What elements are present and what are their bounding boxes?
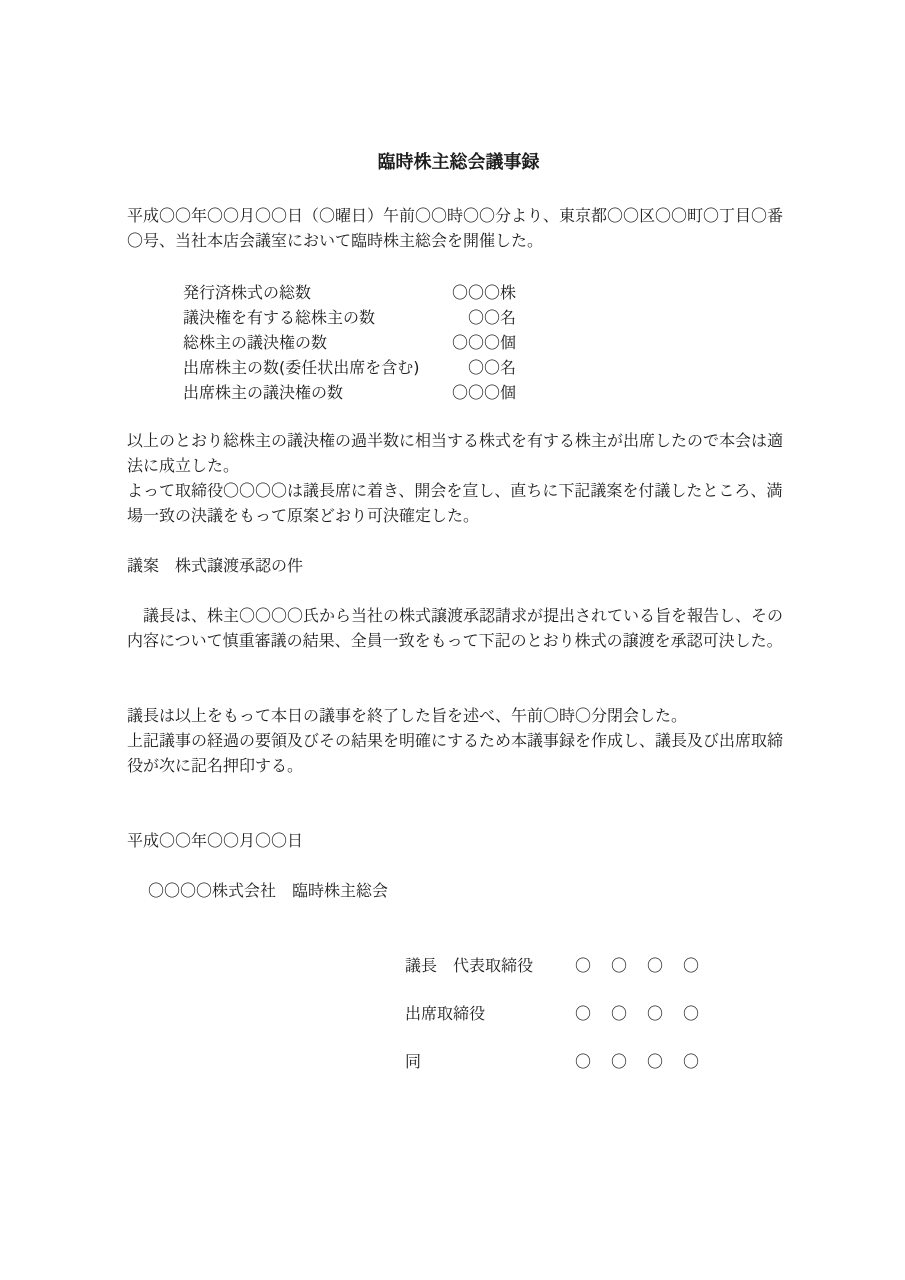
signature-seal-placeholders: 〇 〇 〇 〇 — [575, 1004, 702, 1023]
attendance-row — [183, 280, 516, 305]
attendance-figures-list — [183, 280, 516, 405]
attendance-value: 〇〇〇個 — [451, 333, 516, 352]
attendance-label: 議決権を有する総株主の数 — [183, 308, 376, 327]
company-line: 〇〇〇〇株式会社 臨時株主総会 — [148, 881, 389, 900]
attendance-label: 出席株主の議決権の数 — [183, 383, 344, 402]
signature-role: 出席取締役 — [405, 1004, 486, 1023]
closing-paragraph-2: 上記議事の経過の要領及びその結果を明確にするため本議事録を作成し、議長及び出席取締役が次に記名押印する。 — [127, 731, 784, 775]
signature-seal-placeholders: 〇 〇 〇 〇 — [575, 956, 702, 975]
attendance-value: 〇〇〇個 — [451, 383, 516, 402]
attendance-value: 〇〇〇株 — [451, 283, 516, 302]
attendance-value: 〇〇名 — [467, 358, 516, 377]
attendance-value: 〇〇名 — [467, 308, 516, 327]
signature-row-chairman — [405, 953, 790, 978]
agenda-heading: 議案 株式譲渡承認の件 — [127, 556, 304, 575]
intro-paragraph: 平成〇〇年〇〇月〇〇日（〇曜日）午前〇〇時〇〇分より、東京都〇〇区〇〇町〇丁目〇番〇号、当社本店会議室において臨時株主総会を開催した。 — [127, 206, 784, 250]
document-title: 臨時株主総会議事録 — [377, 152, 540, 173]
agenda-body-paragraph: 議長は、株主〇〇〇〇氏から当社の株式譲渡承認請求が提出されている旨を報告し、その内容について慎重審議の結果、全員一致をもって下記のとおり株式の譲渡を承認可決した。 — [127, 606, 784, 650]
attendance-label: 出席株主の数(委任状出席を含む) — [183, 358, 420, 377]
quorum-paragraph: 以上のとおり総株主の議決権の過半数に相当する株式を有する株主が出席したので本会は適法に成立した。 — [127, 431, 784, 475]
signature-row-ditto — [405, 1049, 790, 1074]
signature-block — [405, 953, 790, 1074]
opening-paragraph: よって取締役〇〇〇〇は議長席に着き、開会を宣し、直ちに下記議案を付議したところ、満場一致の決議をもって原案どおり可決確定した。 — [127, 481, 783, 525]
date-line: 平成〇〇年〇〇月〇〇日 — [127, 831, 304, 850]
signature-row-director — [405, 1001, 790, 1026]
attendance-row — [183, 355, 516, 380]
attendance-row — [183, 305, 516, 330]
closing-paragraph-1: 議長は以上をもって本日の議事を終了した旨を述べ、午前〇時〇分閉会した。 — [127, 706, 688, 725]
signature-role: 同 — [405, 1052, 422, 1071]
signature-seal-placeholders: 〇 〇 〇 〇 — [575, 1052, 702, 1071]
attendance-row — [183, 380, 516, 405]
attendance-label: 発行済株式の総数 — [183, 283, 312, 302]
signature-role: 議長 代表取締役 — [405, 956, 534, 975]
attendance-label: 総株主の議決権の数 — [183, 333, 328, 352]
attendance-row — [183, 330, 516, 355]
